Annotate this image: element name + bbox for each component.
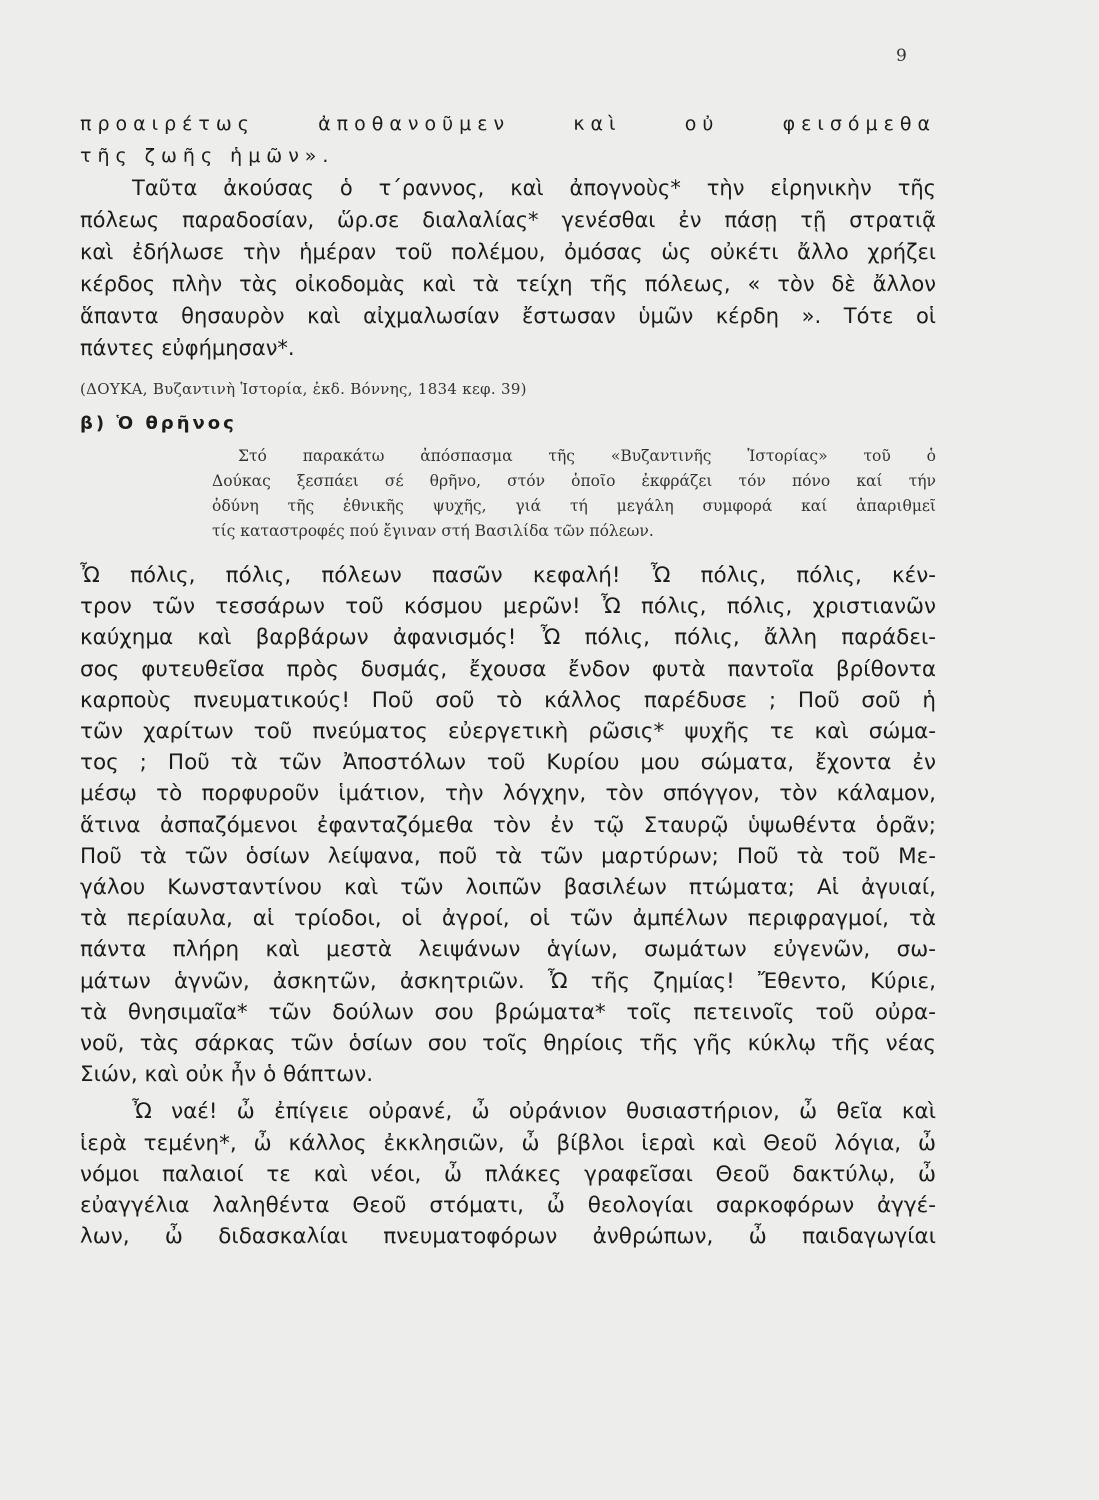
text-line: τὰ θνησιμαῖα* τῶν δούλων σου βρώματα* τοῖς πετεινοῖς τοῦ οὐρα- bbox=[80, 999, 936, 1025]
source-citation: (ΔΟΥΚΑ, Βυζαντινὴ Ἱστορία, ἐκδ. Βόννης, 1834 κεφ. 39) bbox=[80, 380, 527, 398]
text-line: πάντες εὐφήμησαν*. bbox=[80, 336, 295, 360]
lament-paragraph-2 bbox=[80, 1096, 936, 1252]
text-line: ἅτινα ἀσπαζόμενοι ἐφανταζόμεθα τὸν ἐν τῷ Σταυρῷ ὑψωθέντα ὁρᾶν; bbox=[80, 812, 936, 838]
text-line: πάντα πλήρη καὶ μεστὰ λειψάνων ἁγίων, σωμάτων εὐγενῶν, σω- bbox=[80, 937, 936, 963]
text-line: Ὦ ναέ! ὦ ἐπίγειε οὐρανέ, ὦ οὐράνιον θυσιαστήριον, ὦ θεῖα καὶ bbox=[132, 1099, 936, 1125]
body-text bbox=[80, 108, 936, 1252]
intro-line: τίς καταστροφές πού ἔγιναν στή Βασιλίδα τῶν πόλεων. bbox=[212, 522, 654, 540]
text-line: τὰ περίαυλα, αἱ τρίοδοι, οἱ ἀγροί, οἱ τῶν ἀμπέλων περιφραγμοί, τὰ bbox=[80, 906, 936, 932]
text-line: λων, ὦ διδασκαλίαι πνευματοφόρων ἀνθρώπων, ὦ παιδαγωγίαι bbox=[80, 1224, 936, 1250]
text-line: τῶν χαρίτων τοῦ πνεύματος εὐεργετικὴ ρῶσις* ψυχῆς τε καὶ σώμα- bbox=[80, 719, 936, 745]
text-line: ἱερὰ τεμένη*, ὦ κάλλος ἐκκλησιῶν, ὦ βίβλοι ἱεραὶ καὶ Θεοῦ λόγια, ὦ bbox=[80, 1130, 936, 1156]
continuation-block bbox=[80, 108, 936, 172]
intro-note bbox=[212, 444, 936, 544]
text-line: Ὦ πόλις, πόλις, πόλεων πασῶν κεφαλή! Ὦ πόλις, πόλις, κέν- bbox=[80, 563, 936, 588]
text-line: νοῦ, τὰς σάρκας τῶν ὁσίων σου τοῖς θηρίοις τῆς γῆς κύκλῳ τῆς νέας bbox=[80, 1031, 936, 1057]
text-line: τῆς ζωῆς ἡμῶν». bbox=[80, 145, 335, 167]
section-heading: β) Ὁ θρῆνος bbox=[80, 413, 237, 434]
text-line: μέσῳ τὸ πορφυροῦν ἱμάτιον, τὴν λόγχην, τὸν σπόγγον, τὸν κάλαμον, bbox=[80, 781, 936, 807]
text-line: τρον τῶν τεσσάρων τοῦ κόσμου μερῶν! Ὦ πόλις, πόλις, χριστιανῶν bbox=[80, 594, 936, 620]
text-line: πόλεως παραδοσίαν, ὥρ.σε διαλαλίας* γενέσθαι ἐν πάσῃ τῇ στρατιᾷ bbox=[80, 208, 936, 232]
text-line: καρποὺς πνευματικούς! Ποῦ σοῦ τὸ κάλλος παρέδυσε ; Ποῦ σοῦ ἡ bbox=[80, 687, 936, 713]
text-line: μάτων ἁγνῶν, ἀσκητῶν, ἀσκητριῶν. Ὦ τῆς ζημίας! Ἔθεντο, Κύριε, bbox=[80, 968, 936, 994]
paragraph-block bbox=[80, 172, 936, 364]
text-line: προαιρέτως ἀποθανοῦμεν καὶ οὐ φεισόμεθα bbox=[80, 113, 936, 135]
text-line: καὶ ἐδήλωσε τὴν ἡμέραν τοῦ πολέμου, ὀμόσας ὡς οὐκέτι ἄλλο χρήζει bbox=[80, 240, 936, 264]
text-line: σος φυτευθεῖσα πρὸς δυσμάς, ἔχουσα ἔνδον φυτὰ παντοῖα βρίθοντα bbox=[80, 656, 936, 682]
text-line: καύχημα καὶ βαρβάρων ἀφανισμός! Ὦ πόλις, πόλις, ἄλλη παράδει- bbox=[80, 625, 936, 651]
intro-line: ὀδύνη τῆς ἐθνικῆς ψυχῆς, γιά τή μεγάλη συμφορά καί ἀπαριθμεῖ bbox=[212, 497, 936, 515]
text-line: κέρδος πλὴν τὰς οἰκοδομὰς καὶ τὰ τείχη τῆς πόλεως, « τὸν δὲ ἄλλον bbox=[80, 272, 936, 296]
intro-line: Δούκας ξεσπάει σέ θρῆνο, στόν ὁποῖο ἐκφράζει τόν πόνο καί τήν bbox=[212, 472, 936, 490]
text-line: νόμοι παλαιοί τε καὶ νέοι, ὦ πλάκες γραφεῖσαι Θεοῦ δακτύλῳ, ὦ bbox=[80, 1161, 936, 1187]
page-number: 9 bbox=[896, 46, 907, 66]
text-line: ἅπαντα θησαυρὸν καὶ αἰχμαλωσίαν ἔστωσαν ὑμῶν κέρδη ». Τότε οἱ bbox=[80, 304, 936, 328]
text-line: εὐαγγέλια λαληθέντα Θεοῦ στόματι, ὦ θεολογίαι σαρκοφόρων ἀγγέ- bbox=[80, 1193, 936, 1219]
lament-paragraph-1 bbox=[80, 560, 936, 1090]
text-line: γάλου Κωνσταντίνου καὶ τῶν λοιπῶν βασιλέων πτώματα; Αἱ ἀγυιαί, bbox=[80, 875, 936, 901]
text-line: Ποῦ τὰ τῶν ὁσίων λείψανα, ποῦ τὰ τῶν μαρτύρων; Ποῦ τὰ τοῦ Με- bbox=[80, 843, 936, 869]
text-line: Ταῦτα ἀκούσας ὁ τ΄ραννος, καὶ ἀπογνοὺς* τὴν εἰρηνικὴν τῆς bbox=[132, 176, 936, 200]
text-line: Σιών, καὶ οὐκ ἦν ὁ θάπτων. bbox=[80, 1062, 374, 1088]
intro-line: Στό παρακάτω ἀπόσπασμα τῆς «Βυζαντινῆς Ἱστορίας» τοῦ ὁ bbox=[238, 447, 936, 465]
text-line: τος ; Ποῦ τὰ τῶν Ἀποστόλων τοῦ Κυρίου μου σώματα, ἔχοντα ἐν bbox=[80, 750, 936, 776]
